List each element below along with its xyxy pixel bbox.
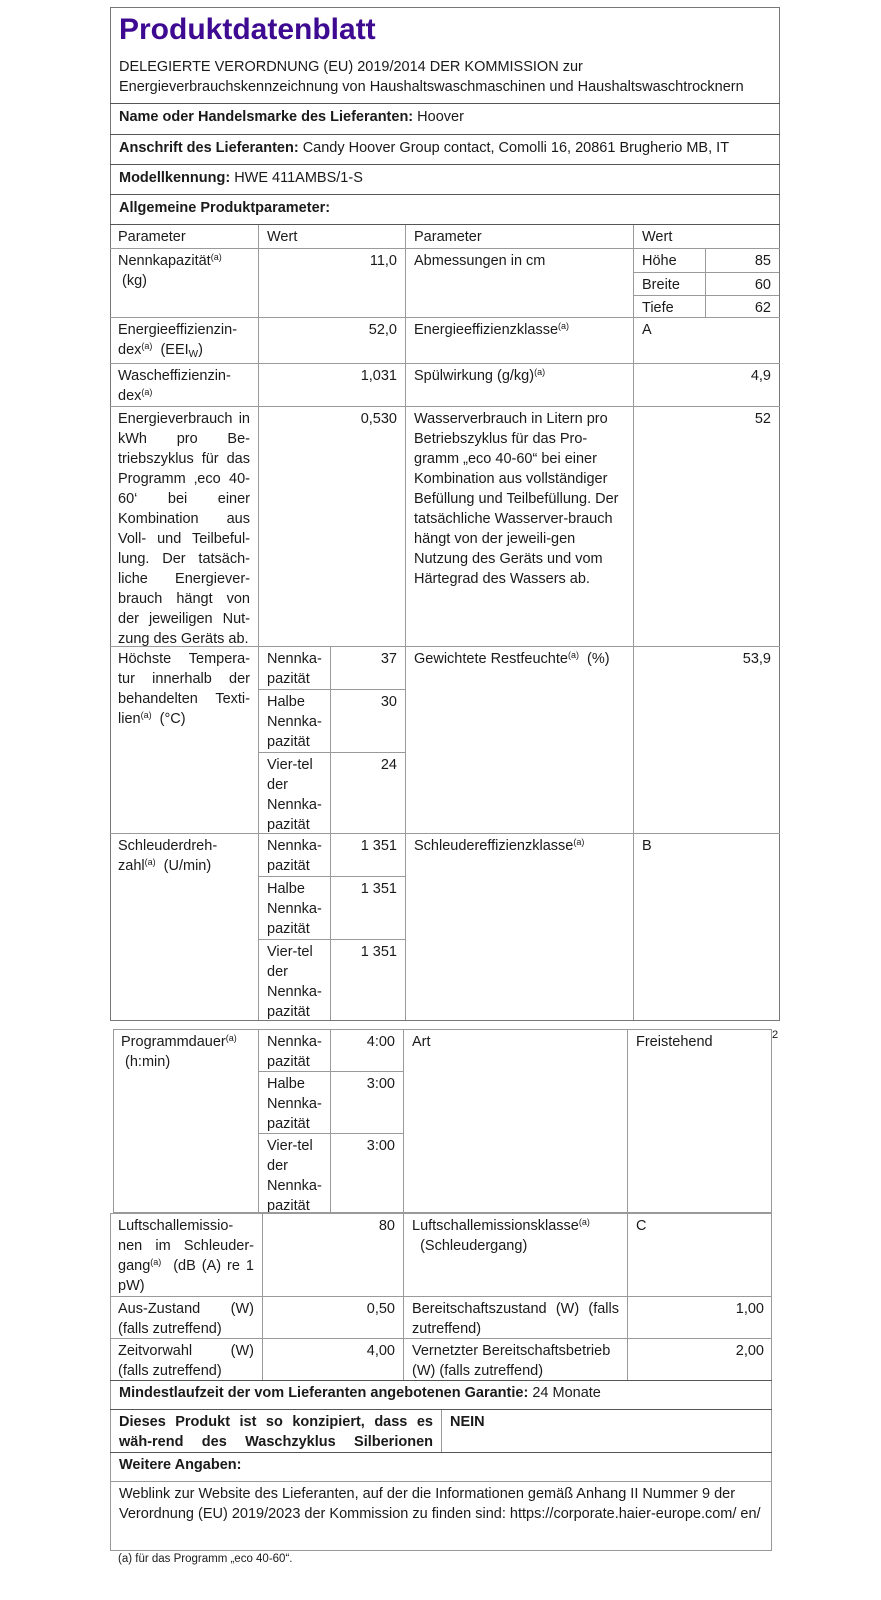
duration-label-text: Programmdauer bbox=[121, 1034, 226, 1050]
supplier-name-row bbox=[111, 105, 779, 129]
footnote-ref: (a) bbox=[141, 341, 153, 351]
eei-label-text: Energieeffizienzin-dex bbox=[118, 322, 238, 358]
water-consumption-value: 52 bbox=[633, 407, 779, 646]
eei-value: 52,0 bbox=[258, 318, 405, 363]
supplier-name-label: Name oder Handelsmarke des Lieferanten: bbox=[119, 109, 414, 125]
model-row bbox=[111, 166, 779, 190]
noise-class-label-text: Luftschallemissionsklasse bbox=[412, 1218, 579, 1234]
height-value: 85 bbox=[705, 249, 779, 272]
further-info-label: Weitere Angaben: bbox=[119, 1457, 242, 1473]
rinse-label-text: Spülwirkung (g/kg) bbox=[414, 368, 535, 384]
max-temp-full-value: 37 bbox=[330, 647, 405, 689]
wash-eff-label bbox=[110, 364, 258, 406]
divider bbox=[110, 194, 780, 195]
col-header-parameter-2: Parameter bbox=[405, 225, 633, 248]
model-label: Modellkennung: bbox=[119, 170, 231, 186]
spin-quarter-label: Vier-tel der Nennka-pazität bbox=[258, 940, 330, 1020]
supplier-name-value: Hoover bbox=[417, 109, 464, 125]
spin-speed-label-text: Schleuderdreh-zahl bbox=[118, 838, 218, 874]
duration-full-value: 4:00 bbox=[330, 1030, 403, 1071]
width-label: Breite bbox=[633, 273, 705, 295]
footnote-ref: (a) bbox=[150, 1257, 162, 1267]
eei-unit: (EEI bbox=[160, 342, 189, 358]
divider bbox=[110, 103, 780, 104]
noise-class-unit: (Schleudergang) bbox=[420, 1238, 528, 1254]
standby-value: 1,00 bbox=[627, 1297, 772, 1338]
depth-value: 62 bbox=[705, 296, 779, 317]
spin-speed-label bbox=[110, 834, 258, 1020]
supplier-address-label: Anschrift des Lieferanten: bbox=[119, 140, 299, 156]
networked-standby-value: 2,00 bbox=[627, 1339, 772, 1380]
spin-full-label: Nennka-pazität bbox=[258, 834, 330, 876]
max-temp-quarter-label: Vier-tel der Nennka-pazität bbox=[258, 753, 330, 833]
spin-half-label: Halbe Nennka-pazität bbox=[258, 877, 330, 939]
eei-subscript: W bbox=[188, 349, 199, 360]
supplier-address-value: Candy Hoover Group contact, Comolli 16, 20861 Brugherio MB, IT bbox=[302, 140, 730, 156]
footnote-ref: (a) bbox=[534, 367, 546, 377]
delay-start-value: 4,00 bbox=[262, 1339, 403, 1380]
max-temp-unit: (°C) bbox=[159, 711, 186, 727]
footnote-ref: (a) bbox=[140, 710, 152, 720]
duration-label bbox=[113, 1030, 258, 1212]
capacity-unit: (kg) bbox=[122, 273, 148, 289]
height-label: Höhe bbox=[633, 249, 705, 272]
type-label: Art bbox=[403, 1030, 627, 1212]
max-temp-label bbox=[110, 647, 258, 833]
page-title: Produktdatenblatt bbox=[119, 13, 376, 46]
eei-label bbox=[110, 318, 258, 363]
noise-value: 80 bbox=[262, 1214, 403, 1296]
footnote-ref: (a) bbox=[141, 387, 153, 397]
footnote-ref: (a) bbox=[210, 252, 222, 262]
duration-quarter-label: Vier-tel der Nennka-pazität bbox=[258, 1134, 330, 1212]
noise-label bbox=[110, 1214, 262, 1296]
footnote-ref: (a) bbox=[558, 321, 570, 331]
max-temp-label-text: Höchste Tempera-tur innerhalb der behandelten Texti-lien bbox=[118, 651, 250, 727]
supplier-address-row bbox=[111, 136, 779, 160]
max-temp-half-label: Halbe Nennka-pazität bbox=[258, 690, 330, 752]
footnote-ref: (a) bbox=[578, 1217, 590, 1227]
capacity-value: 11,0 bbox=[258, 249, 405, 317]
water-consumption-label: Wasserverbrauch in Litern pro Betriebszyklus für das Pro-gramm „eco 40-60“ bei einer Kombination aus vollständiger Befüllung und Teilbefüllung. Der tatsächliche Wasserver-brauch hängt von der jeweili-gen Nutzung des Geräts und vom Härtegrad des Wassers ab. bbox=[405, 407, 633, 646]
spin-class-label bbox=[405, 834, 633, 1020]
energy-consumption-label: Energieverbrauch in kWh pro Be-triebszyklus für das Programm ‚eco 40-60‘ bei einer Kombination aus Voll- und Teilbeful-lung. Der tatsäch-liche Energiever-brauch hängt von der jeweiligen Nut-zung des Geräts ab. bbox=[118, 411, 250, 646]
wash-eff-value: 1,031 bbox=[258, 364, 405, 406]
spin-class-value: B bbox=[633, 834, 779, 1020]
max-temp-half-value: 30 bbox=[330, 690, 405, 752]
moisture-value: 53,9 bbox=[633, 647, 779, 833]
noise-class-label bbox=[403, 1214, 627, 1296]
depth-label: Tiefe bbox=[633, 296, 705, 317]
silver-ions-label: Dieses Produkt ist so konzipiert, dass es wäh-rend des Waschzyklus Silberionen bbox=[119, 1414, 433, 1450]
footnote-ref: (a) bbox=[567, 650, 579, 660]
rinse-value: 4,9 bbox=[633, 364, 779, 406]
duration-half-label: Halbe Nennka-pazität bbox=[258, 1072, 330, 1133]
duration-unit: (h:min) bbox=[125, 1054, 171, 1070]
networked-standby-label: Vernetzter Bereitschaftsbetrieb (W) (falls zutreffend) bbox=[403, 1339, 627, 1380]
regulation-line-2: Energieverbrauchskennzeichnung von Haushaltswaschmaschinen und Haushaltswaschtrocknern bbox=[119, 79, 744, 95]
divider bbox=[110, 134, 780, 135]
width-value: 60 bbox=[705, 273, 779, 295]
capacity-label bbox=[110, 249, 258, 317]
model-value: HWE 411AMBS/1-S bbox=[234, 170, 363, 186]
spin-full-value: 1 351 bbox=[330, 834, 405, 876]
duration-full-label: Nennka-pazität bbox=[258, 1030, 330, 1071]
footnote-ref: (a) bbox=[144, 857, 156, 867]
warranty-label: Mindestlaufzeit der vom Lieferanten angebotenen Garantie: bbox=[119, 1385, 529, 1401]
divider bbox=[110, 164, 780, 165]
noise-class-value: C bbox=[627, 1214, 772, 1296]
standby-label: Bereitschaftszustand (W) (falls zutreffend) bbox=[403, 1297, 627, 1338]
max-temp-full-label: Nennka-pazität bbox=[258, 647, 330, 689]
dimensions-label: Abmessungen in cm bbox=[405, 249, 633, 317]
wash-eff-label-text: Wascheffizienzin-dex bbox=[118, 368, 231, 404]
footnote: (a) für das Programm „eco 40-60“. bbox=[118, 1553, 293, 1565]
duration-quarter-value: 3:00 bbox=[330, 1134, 403, 1212]
rinse-label bbox=[405, 364, 633, 406]
type-value: Freistehend bbox=[627, 1030, 771, 1212]
duration-half-value: 3:00 bbox=[330, 1072, 403, 1133]
off-mode-label: Aus-Zustand (W) (falls zutreffend) bbox=[118, 1301, 254, 1337]
footnote-ref: (a) bbox=[573, 837, 585, 847]
capacity-label-text: Nennkapazität bbox=[118, 253, 211, 269]
noise-unit: (dB (A) re 1 pW) bbox=[118, 1258, 254, 1294]
col-header-value-2: Wert bbox=[633, 225, 779, 248]
col-header-parameter-1: Parameter bbox=[118, 229, 186, 245]
delay-start-label: Zeitvorwahl (W) (falls zutreffend) bbox=[118, 1343, 254, 1379]
spin-class-label-text: Schleudereffizienzklasse bbox=[414, 838, 574, 854]
silver-ions-value: NEIN bbox=[441, 1410, 771, 1452]
energy-class-label-text: Energieeffizienzklasse bbox=[414, 322, 559, 338]
supplier-weblink-text: Weblink zur Website des Lieferanten, auf der die Informationen gemäß Anhang II Nummer 9 der Verordnung (EU) 2019/2023 der Kommission zu finden sind: https://corporate.haier-europe.com/ en/ bbox=[119, 1486, 761, 1522]
energy-class-label bbox=[405, 318, 633, 363]
off-mode-value: 0,50 bbox=[262, 1297, 403, 1338]
moisture-unit: (%) bbox=[587, 651, 610, 667]
moisture-label bbox=[405, 647, 633, 833]
eei-unit-end: ) bbox=[198, 342, 203, 358]
moisture-label-text: Gewichtete Restfeuchte bbox=[414, 651, 568, 667]
energy-class-value: A bbox=[633, 318, 779, 363]
noise-label-text: Luftschallemissio-nen im Schleuder-gang bbox=[118, 1218, 254, 1274]
general-params-label: Allgemeine Produktparameter: bbox=[119, 200, 331, 216]
page-number: 2 bbox=[772, 1029, 779, 1041]
warranty-value: 24 Monate bbox=[532, 1385, 601, 1401]
spin-half-value: 1 351 bbox=[330, 877, 405, 939]
regulation-line-1: DELEGIERTE VERORDNUNG (EU) 2019/2014 DER KOMMISSION zur bbox=[119, 59, 583, 75]
spin-speed-unit: (U/min) bbox=[163, 858, 212, 874]
warranty-row bbox=[111, 1381, 771, 1409]
col-header-value-1: Wert bbox=[258, 225, 405, 248]
spin-quarter-value: 1 351 bbox=[330, 940, 405, 1020]
energy-consumption-value: 0,530 bbox=[258, 407, 405, 646]
max-temp-quarter-value: 24 bbox=[330, 753, 405, 833]
footnote-ref: (a) bbox=[225, 1033, 237, 1043]
